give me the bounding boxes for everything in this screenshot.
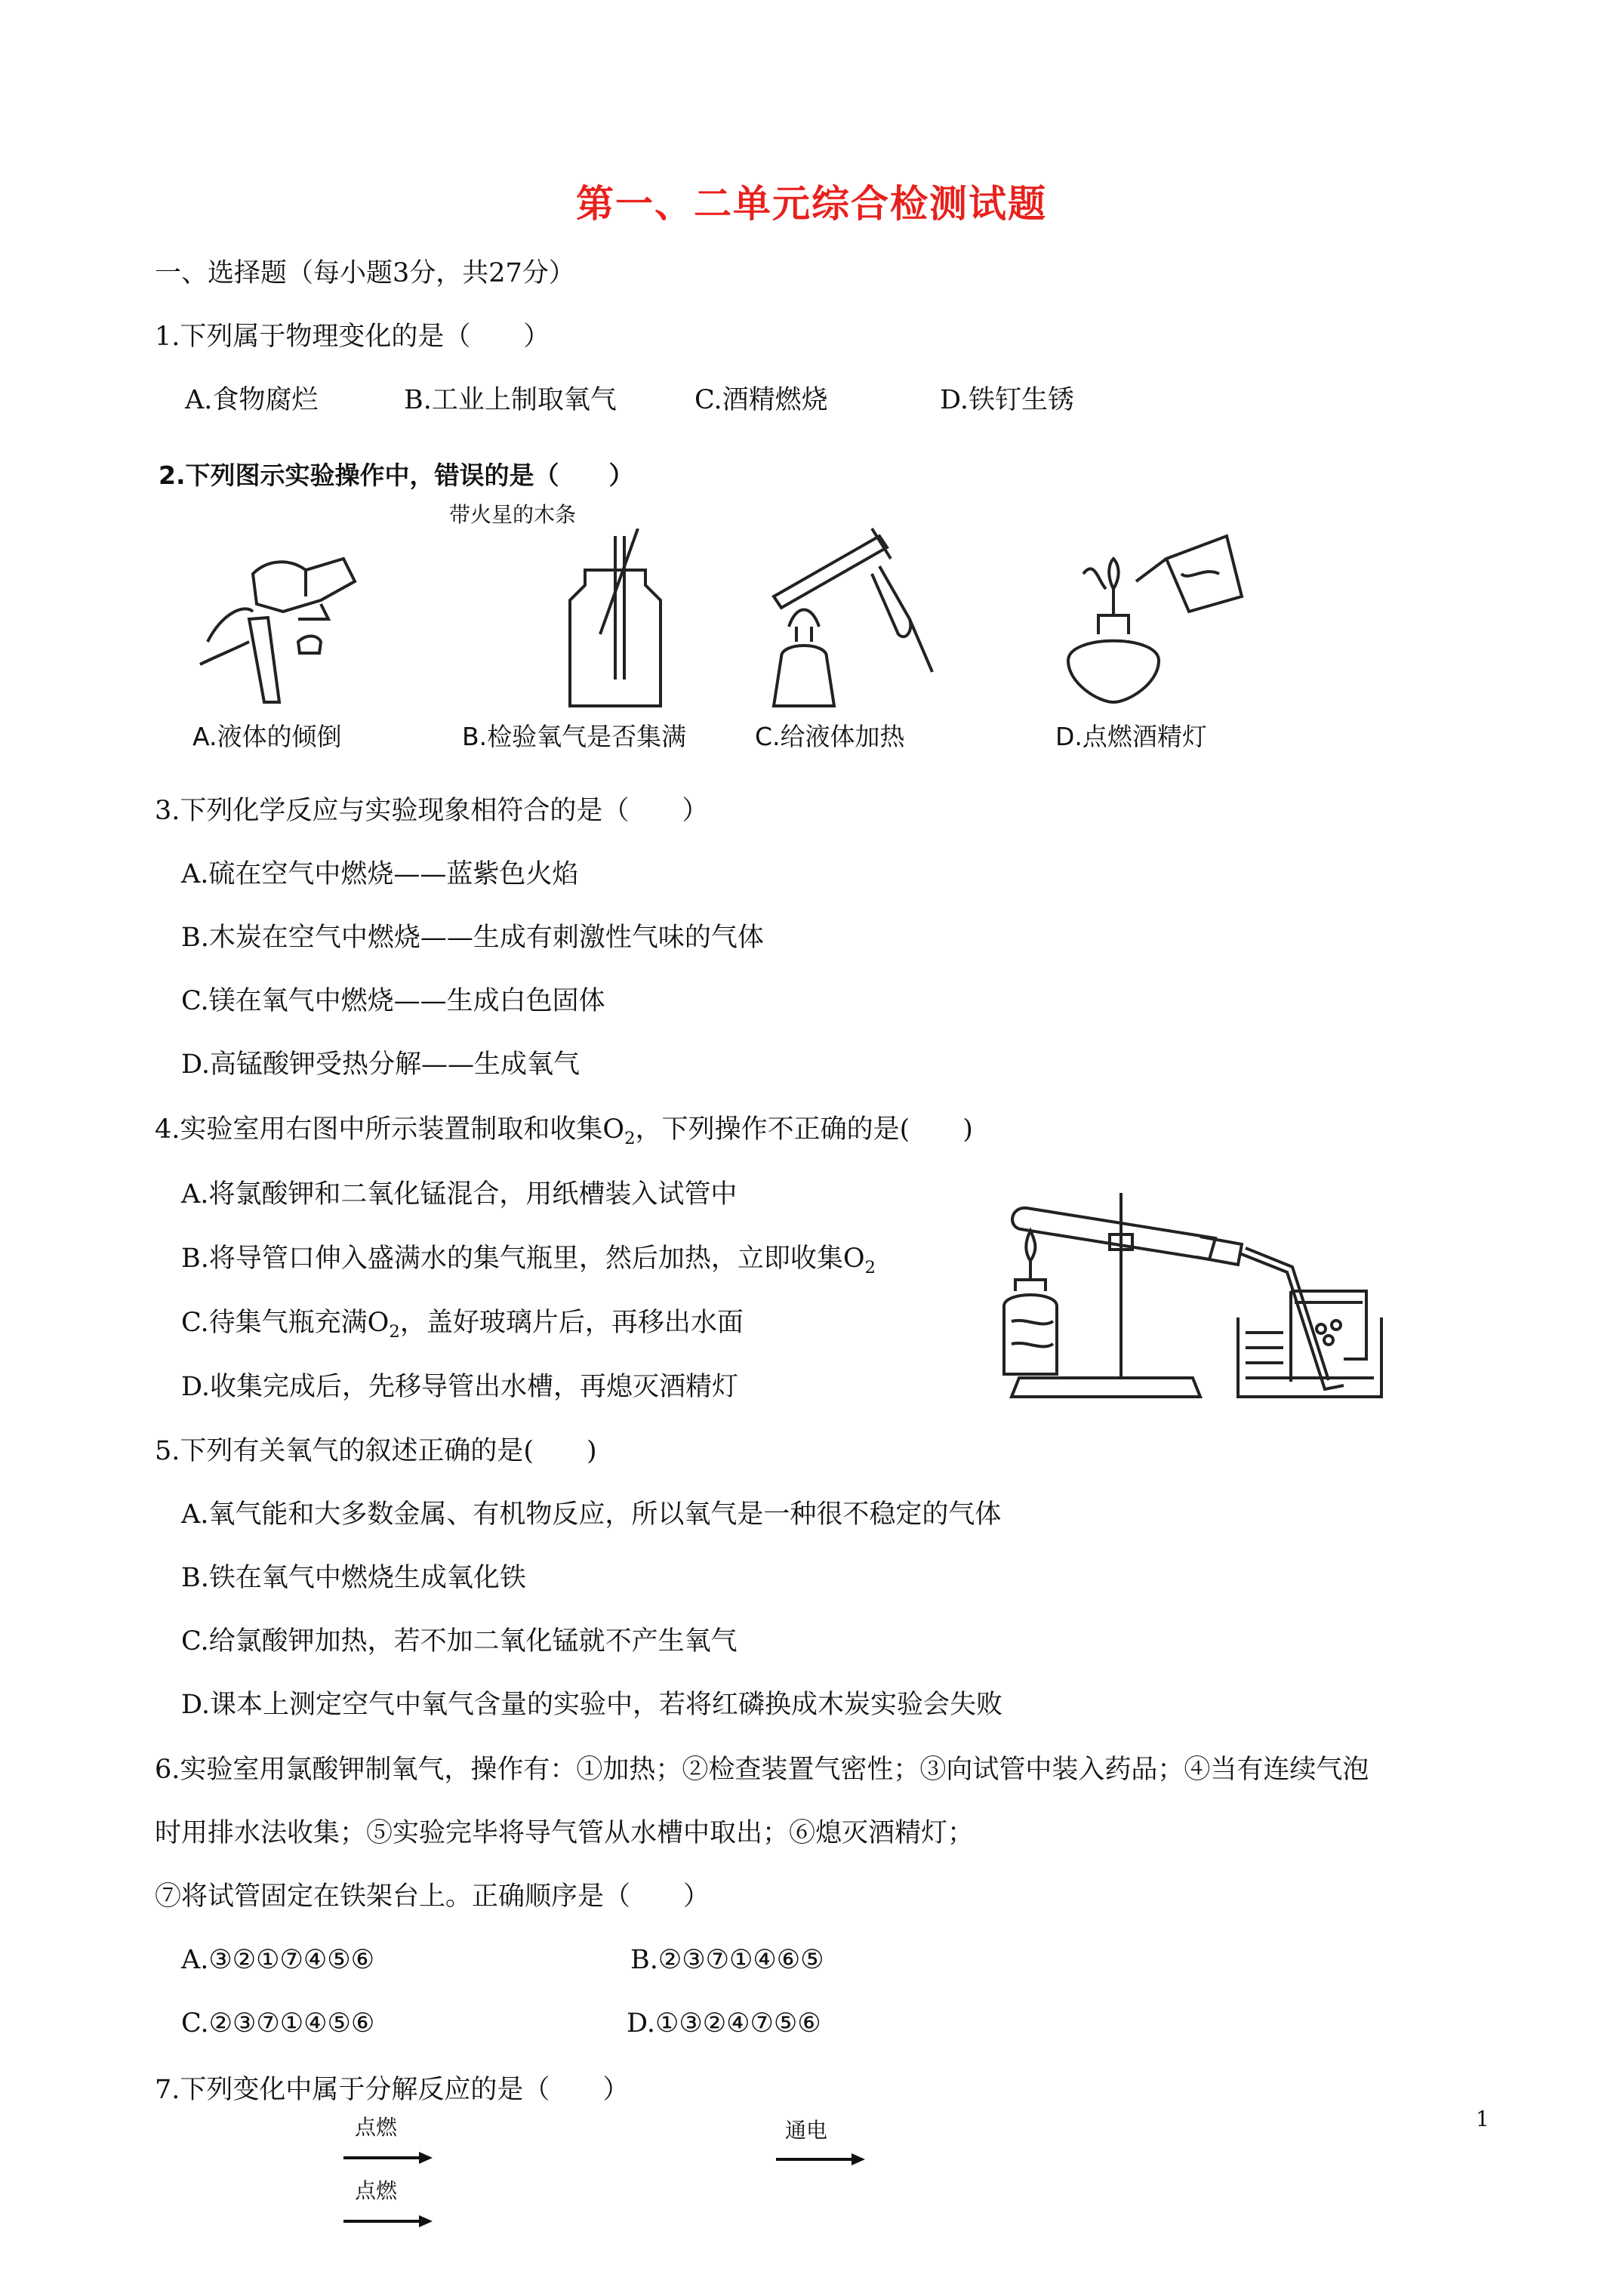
- q4-option-b: B.将导管口伸入盛满水的集气瓶里，然后加热，立即收集$O_2$: [181, 1244, 876, 1277]
- q7-arrow-3: [343, 2214, 434, 2229]
- q5-option-b: B.铁在氧气中燃烧生成氧化铁: [181, 1563, 526, 1593]
- q3-option-b: B.木炭在空气中燃烧——生成有刺激性气味的气体: [181, 923, 764, 953]
- q7-arrow-label-1: 点燃: [355, 2115, 398, 2140]
- q2-caption-d: D.点燃酒精灯: [1055, 722, 1207, 751]
- question-7-stem: 7.下列变化中属于分解反应的是（ ）: [155, 2075, 630, 2105]
- q5-option-d: D.课本上测定空气中氧气含量的实验中，若将红磷换成木炭实验会失败: [181, 1690, 1002, 1720]
- question-6-line1: 6.实验室用氯酸钾制氧气，操作有：①加热；②检查装置气密性；③向试管中装入药品；④当有连续气泡: [155, 1755, 1369, 1785]
- q1-option-c: C.酒精燃烧: [694, 385, 828, 415]
- q7-arrow-2: [776, 2152, 867, 2167]
- q1-option-a: A.食物腐烂: [185, 385, 319, 415]
- q1-option-b: B.工业上制取氧气: [404, 385, 617, 415]
- q6-option-a: A.③②①⑦④⑤⑥: [181, 1945, 375, 1975]
- question-5-stem: 5.下列有关氧气的叙述正确的是( ): [155, 1436, 597, 1466]
- q2-figure-b: [555, 529, 676, 710]
- q2-caption-a: A.液体的倾倒: [192, 722, 342, 751]
- q5-option-c: C.给氯酸钾加热，若不加二氧化锰就不产生氧气: [181, 1626, 738, 1657]
- q1-option-d: D.铁钉生锈: [940, 385, 1074, 415]
- q6-option-b: B.②③⑦①④⑥⑤: [630, 1945, 824, 1975]
- q3-option-c: C.镁在氧气中燃烧——生成白色固体: [181, 986, 605, 1016]
- q2-figure-d: [1053, 529, 1249, 710]
- q4-option-d: D.收集完成后，先移导管出水槽，再熄灭酒精灯: [181, 1372, 738, 1402]
- question-6-line3: ⑦将试管固定在铁架台上。正确顺序是（ ）: [155, 1881, 710, 1912]
- q2-caption-c: C.给液体加热: [755, 722, 905, 751]
- question-3-stem: 3.下列化学反应与实验现象相符合的是（ ）: [155, 796, 709, 826]
- q7-arrow-label-3: 点燃: [355, 2178, 398, 2203]
- q2-figure-label: 带火星的木条: [449, 502, 577, 527]
- section-heading: 一、选择题（每小题3分，共27分）: [155, 258, 575, 288]
- question-4-stem: 4.实验室用右图中所示装置制取和收集$O_2$，下列操作不正确的是( ): [155, 1114, 973, 1148]
- q2-figure-c: [759, 521, 940, 710]
- q4-apparatus-figure: [996, 1178, 1389, 1412]
- q4-option-a: A.将氯酸钾和二氧化锰混合，用纸槽装入试管中: [181, 1179, 738, 1210]
- q2-figure-a: [192, 529, 374, 710]
- q7-arrow-1: [343, 2150, 434, 2165]
- q5-option-a: A.氧气能和大多数金属、有机物反应，所以氧气是一种很不稳定的气体: [181, 1499, 1002, 1530]
- q2-caption-b: B.检验氧气是否集满: [462, 722, 687, 751]
- q4-option-c: C.待集气瓶充满$O_2$，盖好玻璃片后，再移出水面: [181, 1308, 744, 1342]
- question-6-line2: 时用排水法收集；⑤实验完毕将导气管从水槽中取出；⑥熄灭酒精灯；: [155, 1818, 975, 1848]
- question-2-stem: 2.下列图示实验操作中，错误的是（ ）: [159, 461, 634, 490]
- q6-option-c: C.②③⑦①④⑤⑥: [181, 2008, 375, 2039]
- q6-option-d: D.①③②④⑦⑤⑥: [627, 2008, 821, 2039]
- q3-option-d: D.高锰酸钾受热分解——生成氧气: [181, 1049, 580, 1080]
- page-number: 1: [1476, 2106, 1489, 2131]
- q3-option-a: A.硫在空气中燃烧——蓝紫色火焰: [181, 859, 579, 889]
- question-1-stem: 1.下列属于物理变化的是（ ）: [155, 322, 550, 352]
- q7-arrow-label-2: 通电: [785, 2118, 828, 2143]
- page-title: 第一、二单元综合检测试题: [576, 182, 1047, 226]
